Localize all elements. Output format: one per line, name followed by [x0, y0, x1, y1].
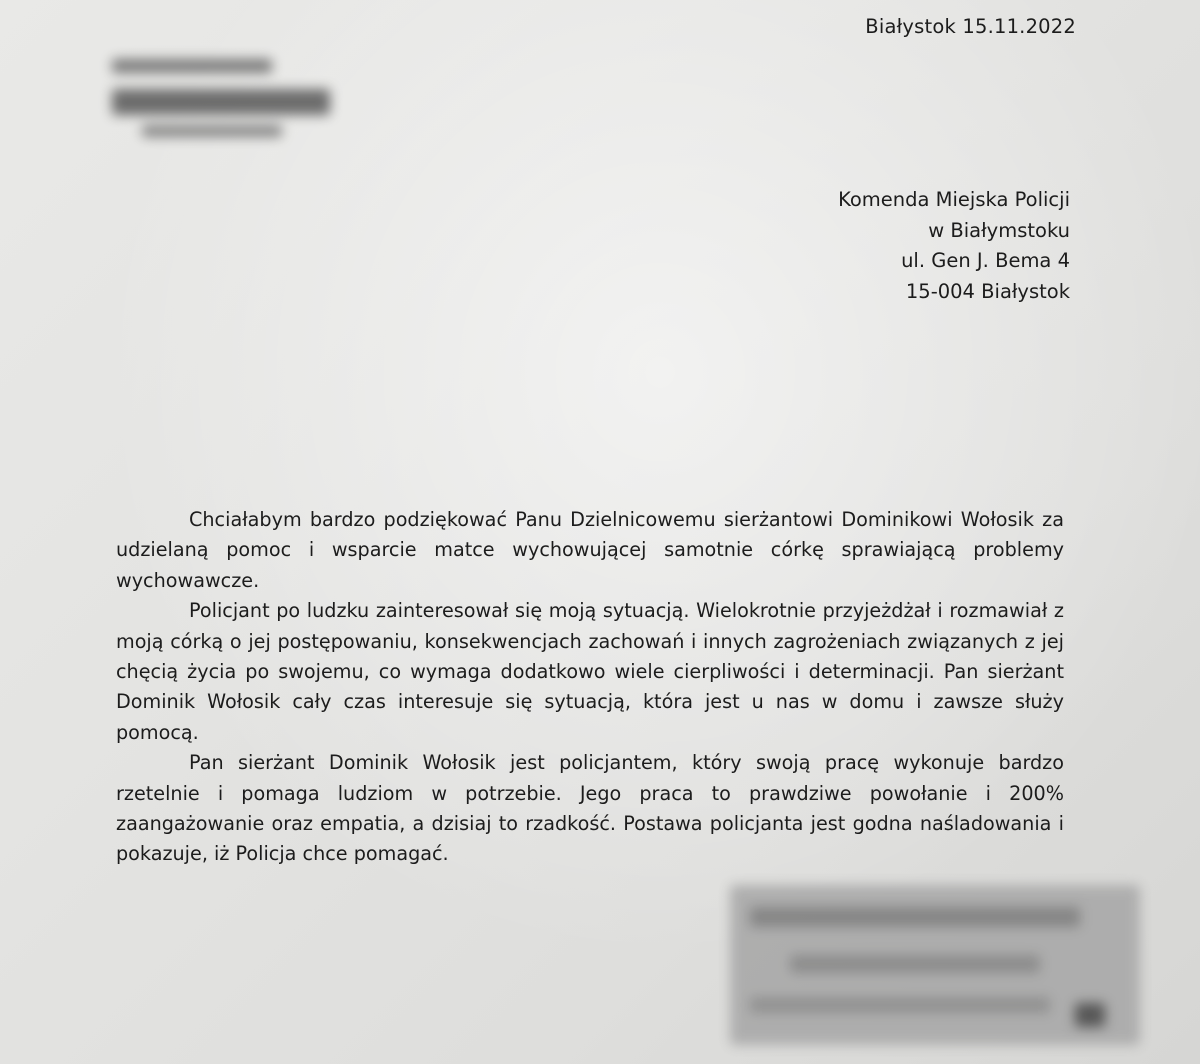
recipient-line: w Białymstoku	[928, 218, 1070, 242]
body-paragraph: Pan sierżant Dominik Wołosik jest policjantem, który swoją pracę wykonuje bardzo rzetelnie i pomaga ludziom w potrzebie. Jego praca to prawdziwe powołanie i 200% zaangażowanie oraz empatia, a dzisiaj to rzadkość. Postawa policjanta jest godna naśladowania i pokazuje, iż Policja chce pomagać.	[116, 751, 1064, 866]
letter-body	[116, 505, 1064, 870]
recipient-line: ul. Gen J. Bema 4	[901, 249, 1070, 272]
signature-redacted	[730, 885, 1140, 1045]
body-paragraph: Chciałabym bardzo podziękować Panu Dzielnicowemu sierżantowi Dominikowi Wołosik za udzielaną pomoc i wsparcie matce wychowującej samotnie córkę sprawiającą problemy wychowawcze.	[116, 508, 1064, 592]
recipient-line: 15-004 Białystok	[905, 279, 1070, 303]
recipient-address	[838, 185, 1070, 307]
recipient-line: Komenda Miejska Policji	[838, 188, 1070, 211]
letter-date: Białystok 15.11.2022	[865, 15, 1076, 38]
sender-address-redacted	[108, 45, 348, 155]
body-paragraph: Policjant po ludzku zainteresował się moją sytuacją. Wielokrotnie przyjeżdżał i rozmawiał z moją córką o jej postępowaniu, konsekwencjach zachowań i innych zagrożeniach związanych z jej chęcią życia po swojemu, co wymaga dodatkowo wiele cierpliwości i determinacji. Pan sierżant Dominik Wołosik cały czas interesuje się sytuacją, która jest u nas w domu i zawsze służy pomocą.	[116, 599, 1064, 744]
